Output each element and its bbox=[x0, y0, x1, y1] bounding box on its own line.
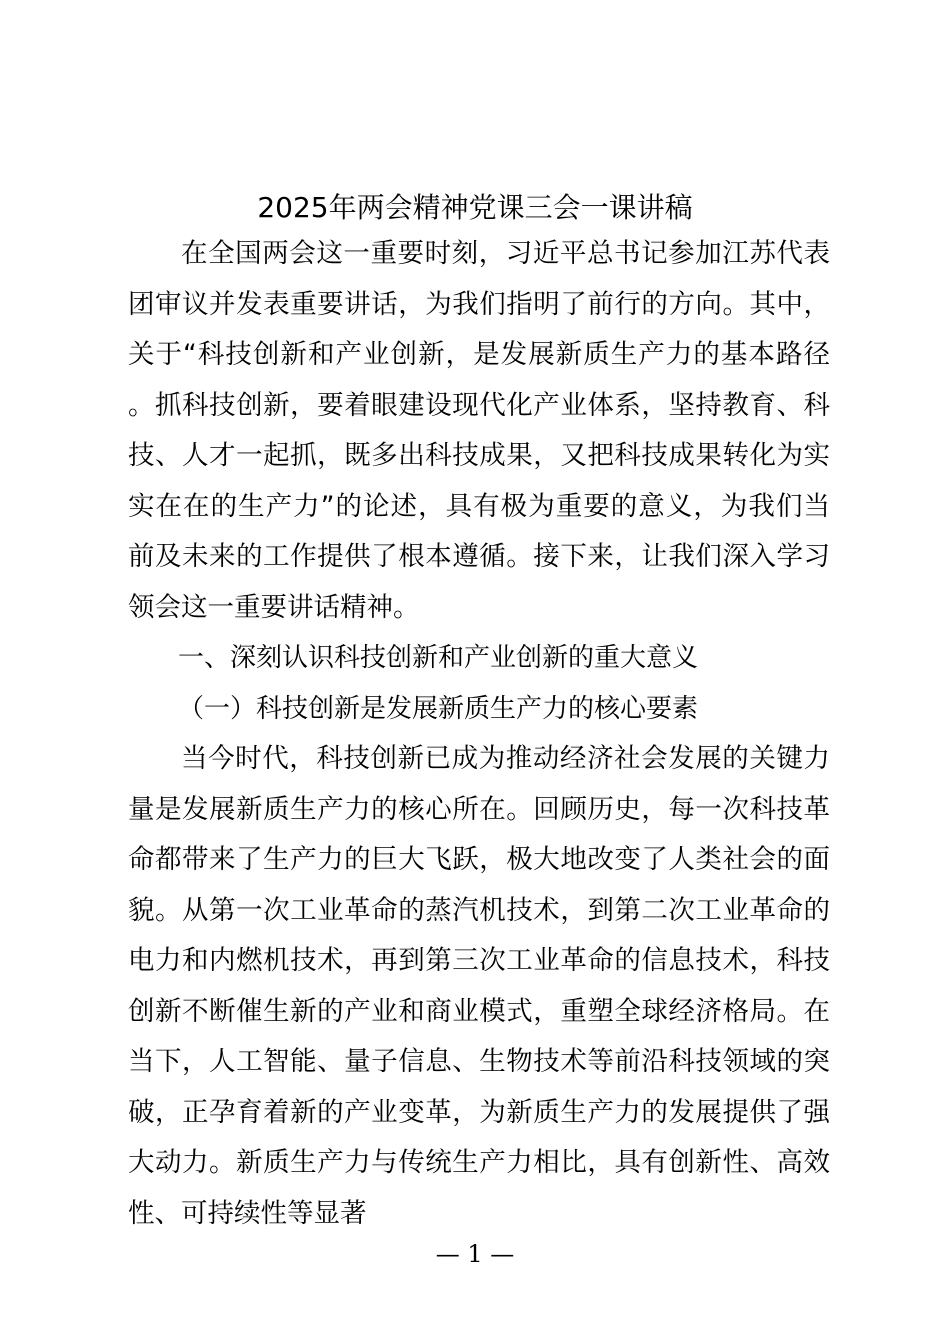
document-body bbox=[128, 229, 830, 1239]
page-number: — 1 — bbox=[435, 1240, 515, 1268]
document-title: 2025年两会精神党课三会一课讲稿 bbox=[257, 191, 693, 224]
intro-paragraph: 在全国两会这一重要时刻，习近平总书记参加江苏代表团审议并发表重要讲话，为我们指明了前行的方向。其中，关于“科技创新和产业创新，是发展新质生产力的基本路径。抓科技创新，要着眼建设现代化产业体系，坚持教育、科技、人才一起抓，既多出科技成果，又把科技成果转化为实实在在的生产力”的论述，具有极为重要的意义，为我们当前及未来的工作提供了根本遵循。接下来，让我们深入学习领会这一重要讲话精神。 bbox=[128, 238, 830, 623]
subsection-heading-1: （一）科技创新是发展新质生产力的核心要素 bbox=[178, 693, 699, 724]
body-paragraph: 当今时代，科技创新已成为推动经济社会发展的关键力量是发展新质生产力的核心所在。回顾历史，每一次科技革命都带来了生产力的巨大飞跃，极大地改变了人类社会的面貌。从第一次工业革命的蒸汽机技术，到第二次工业革命的电力和内燃机技术，再到第三次工业革命的信息技术，科技创新不断催生新的产业和商业模式，重塑全球经济格局。在当下，人工智能、量子信息、生物技术等前沿科技领域的突破，正孕育着新的产业变革，为新质生产力的发展提供了强大动力。新质生产力与传统生产力相比，具有创新性、高效性、可持续性等显著 bbox=[128, 743, 830, 1229]
section-heading-1: 一、深刻认识科技创新和产业创新的重大意义 bbox=[178, 643, 699, 673]
